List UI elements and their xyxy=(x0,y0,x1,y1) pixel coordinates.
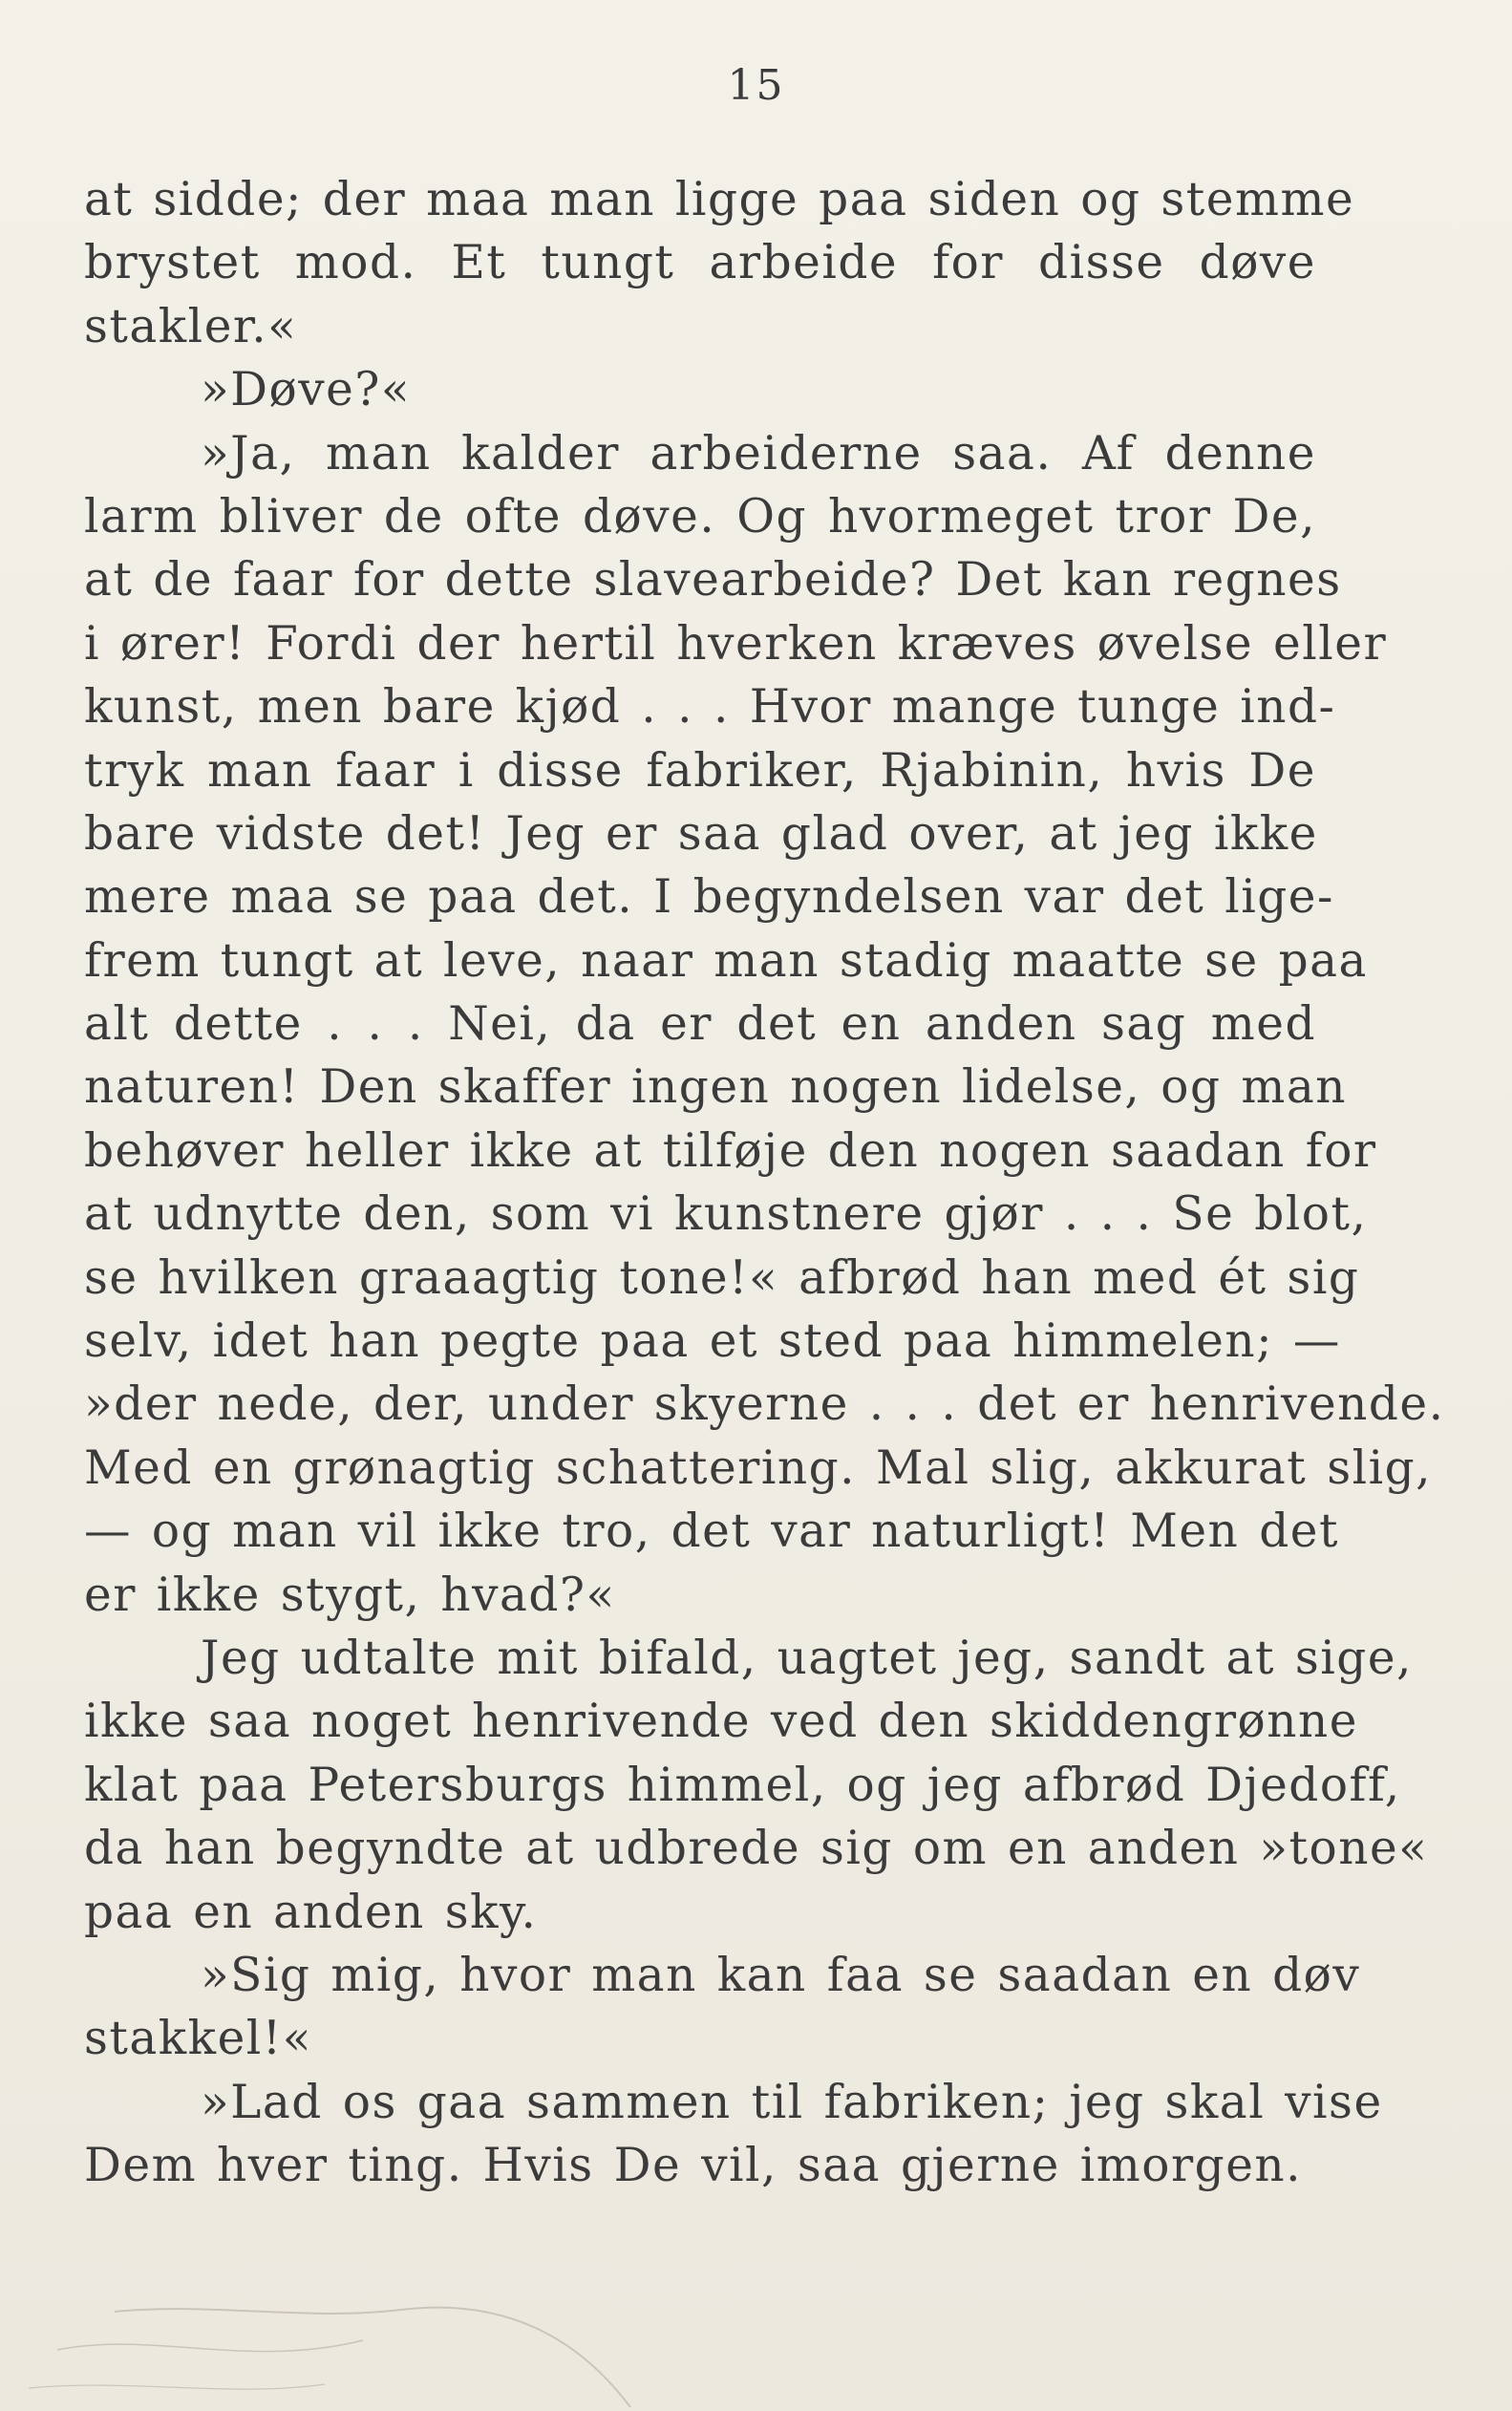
text-line: at sidde; der maa man ligge paa siden og stemme xyxy=(84,173,1355,226)
paragraph xyxy=(84,1627,1429,1944)
text-line: »Lad os gaa sammen til fabriken; jeg skal vise xyxy=(201,2075,1383,2129)
text-line: alt dette . . . Nei, da er det en anden sag med xyxy=(84,997,1316,1052)
text-line: »Døve?« xyxy=(201,363,412,417)
text-line: tryk man faar i disse fabriker, Rjabinin, hvis De xyxy=(84,743,1316,798)
text-line: Med en grønagtig schattering. Mal slig, akkurat slig, xyxy=(84,1440,1433,1495)
text-line: bare vidste det! Jeg er saa glad over, at jeg ikke xyxy=(84,806,1318,861)
text-line: Jeg udtalte mit bifald, uagtet jeg, sandt at sige, xyxy=(201,1631,1413,1685)
text-line: da han begyndte at udbrede sig om en anden »tone« xyxy=(84,1822,1429,1876)
body-text xyxy=(84,168,1445,2198)
paragraph xyxy=(84,2071,1383,2198)
text-line: se hvilken graaagtig tone!« afbrød han med ét sig xyxy=(84,1250,1360,1305)
text-line: brystet mod. Et tungt arbeide for disse døve xyxy=(84,236,1316,290)
text-line: at de faar for dette slavearbeide? Det kan regnes xyxy=(84,553,1342,608)
text-line: »Ja, man kalder arbeiderne saa. Af denne xyxy=(201,426,1316,480)
text-line: behøver heller ikke at tilføje den nogen saadan for xyxy=(84,1123,1377,1178)
text-line: »Sig mig, hvor man kan faa se saadan en døv xyxy=(201,1948,1361,2002)
text-line: — og man vil ikke tro, det var naturligt! Men det xyxy=(84,1504,1339,1559)
paper-stain-decoration xyxy=(0,2293,650,2411)
paragraph xyxy=(84,1944,1361,2071)
text-line: at udnytte den, som vi kunstnere gjør . . . Se blot, xyxy=(84,1187,1368,1242)
text-line: klat paa Petersburgs himmel, og jeg afbrød Djedoff, xyxy=(84,1758,1401,1812)
text-line: selv, idet han pegte paa et sted paa himmelen; — xyxy=(84,1314,1341,1369)
text-line: frem tungt at leve, naar man stadig maatte se paa xyxy=(84,933,1368,988)
text-line: mere maa se paa det. I begyndelsen var det lige- xyxy=(84,870,1334,925)
paragraph xyxy=(84,168,1355,358)
page-number: 15 xyxy=(727,61,785,110)
text-line: »der nede, der, under skyerne . . . det er henrivende. xyxy=(84,1377,1445,1432)
text-line: er ikke stygt, hvad?« xyxy=(84,1568,616,1622)
text-line: ikke saa noget henrivende ved den skiddengrønne xyxy=(84,1695,1358,1749)
text-line: kunst, men bare kjød . . . Hvor mange tunge ind- xyxy=(84,680,1336,735)
text-line: i ører! Fordi der hertil hverken kræves øvelse eller xyxy=(84,616,1388,671)
text-line: naturen! Den skaffer ingen nogen lidelse, og man xyxy=(84,1060,1348,1115)
text-line: Dem hver ting. Hvis De vil, saa gjerne imorgen. xyxy=(84,2139,1303,2193)
text-line: stakkel!« xyxy=(84,2012,312,2066)
text-line: stakler.« xyxy=(84,299,298,353)
text-line: larm bliver de ofte døve. Og hvormeget tror De, xyxy=(84,489,1316,544)
paragraph xyxy=(84,358,1316,421)
paragraph xyxy=(84,422,1445,1627)
text-line: paa en anden sky. xyxy=(84,1885,538,1939)
